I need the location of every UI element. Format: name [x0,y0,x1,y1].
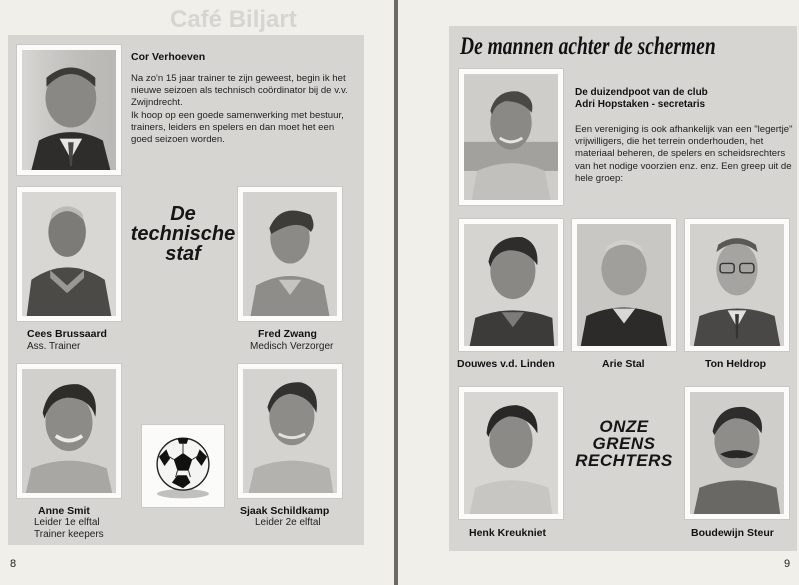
staff-role-sjaak-schildkamp: Leider 2e elftal [255,517,321,528]
staff-name-sjaak-schildkamp: Sjaak Schildkamp [240,505,330,517]
photo-adri-hopstaken [458,68,564,206]
volunteer-name-douwes-vd-linden: Douwes v.d. Linden [457,358,555,370]
linesmen-title-line-1: ONZE [599,417,649,436]
staff-role-anne-smit: Leider 1e elftal [34,517,100,528]
staff-role2-anne-smit: Trainer keepers [34,529,104,540]
linesmen-title [568,418,680,469]
soccer-ball-icon [146,429,220,503]
staff-name-cees-brussaard: Cees Brussaard [27,328,107,340]
photo-anne-smit [16,363,122,499]
page-number-left: 8 [10,558,17,570]
photo-sjaak-schildkamp [237,363,343,499]
linesman-name-henk-kreukniet: Henk Kreukniet [469,527,547,539]
photo-douwes-vd-linden [458,218,564,352]
right-page [398,0,799,585]
staff-name-anne-smit: Anne Smit [38,505,90,517]
photo-arie-stal [571,218,677,352]
photo-fred-zwang [237,186,343,322]
linesman-name-boudewijn-steur: Boudewijn Steur [691,527,774,539]
feature-title-line-2: technische [130,223,236,245]
linesmen-title-line-3: RECHTERS [575,451,673,470]
photo-ton-heldrop [684,218,790,352]
volunteer-name-arie-stal: Arie Stal [602,358,645,370]
coach-bio-paragraph-2: Ik hoop op een goede samenwerking met bestuur, trainers, leiders en spelers en dan moet het een goed seizoen worden. [131,109,344,146]
page-headline: De mannen achter de schermen [460,33,716,60]
page-number-right: 9 [784,558,791,570]
photo-cor-verhoeven [16,44,122,176]
secretary-bio: Een vereniging is ook afhankelijk van een "legertje" vrijwilligers, die het terrein onderhouden, het materiaal beheren, de spelers en scheidsrechters van het nodige voorzien enz. enz. Een greep uit de hele groep: [575,124,793,184]
linesmen-title-line-2: GRENS [592,434,656,453]
coach-bio-paragraph-1: Na zo'n 15 jaar trainer te zijn geweest, begin ik het nieuwe seizoen als technisch coördinator bij de v.v. Zwijndrecht. [131,73,348,109]
technical-staff-title [128,204,238,264]
background-ad-text: Café Biljart [170,6,297,33]
coach-bio [131,73,355,146]
photo-boudewijn-steur [684,386,790,520]
show-through-ad [0,0,394,40]
feature-title-line-1: De [170,203,196,225]
left-page [0,0,394,585]
photo-cees-brussaard [16,186,122,322]
football-image [141,424,225,508]
photo-henk-kreukniet [458,386,564,520]
feature-title-line-3: staf [165,243,201,265]
coach-name: Cor Verhoeven [131,51,206,63]
staff-name-fred-zwang: Fred Zwang [258,328,317,340]
secretary-title-line-2: Adri Hopstaken - secretaris [575,99,706,110]
staff-role-fred-zwang: Medisch Verzorger [250,341,334,352]
staff-role-cees-brussaard: Ass. Trainer [27,341,81,352]
secretary-title-line-1: De duizendpoot van de club [575,87,708,98]
volunteer-name-ton-heldrop: Ton Heldrop [705,358,767,370]
